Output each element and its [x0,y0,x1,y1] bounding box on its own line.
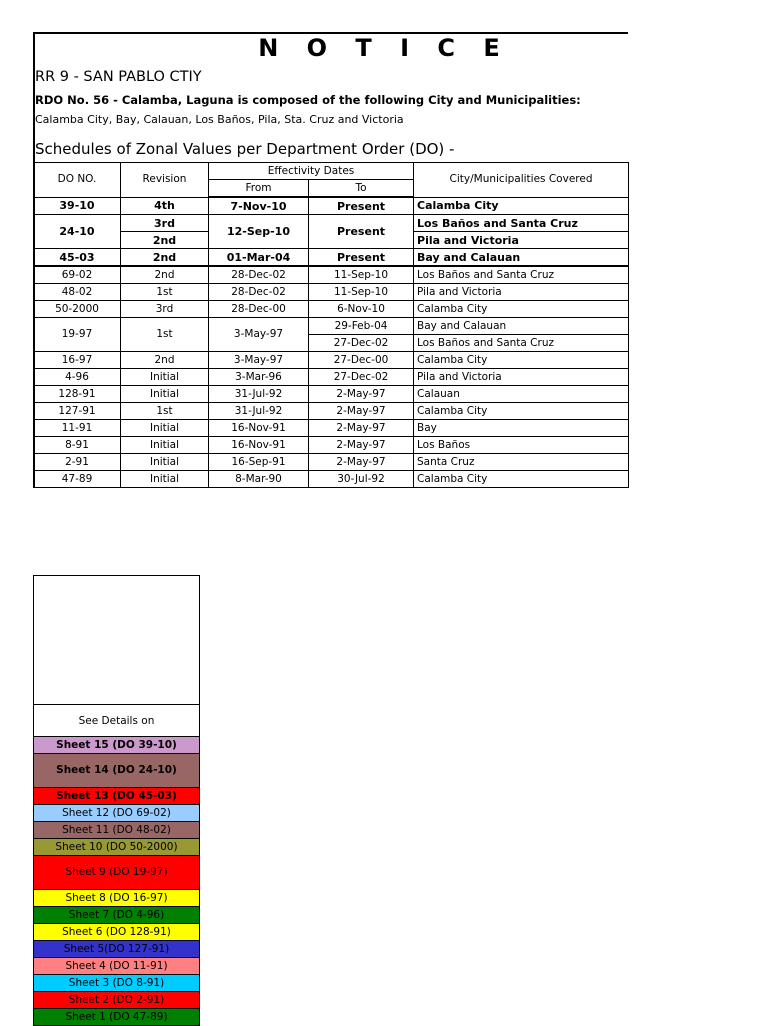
cell-do: 128-91 [34,386,121,403]
cell-city: Calamba City [414,403,629,420]
table-row [34,403,629,420]
cell-do: 39-10 [34,197,121,215]
schedule-heading: Schedules of Zonal Values per Department Order (DO) - [35,140,455,158]
cell-city: Los Baños and Santa Cruz [414,215,629,232]
cell-city: Bay and Calauan [414,318,629,335]
legend-blank-area [33,575,200,704]
cell-revision: 2nd [121,249,209,267]
cell-from: 28-Dec-02 [209,266,309,284]
cell-do: 127-91 [34,403,121,420]
sheet-link-9[interactable]: Sheet 9 (DO 19-97) [33,856,200,890]
cell-city: Calamba City [414,197,629,215]
cell-revision: Initial [121,420,209,437]
cell-do: 69-02 [34,266,121,284]
table-row [34,301,629,318]
cell-revision: 1st [121,318,209,352]
table-row [34,420,629,437]
sheet-link-8[interactable]: Sheet 8 (DO 16-97) [33,890,200,907]
table-row [34,352,629,369]
legend-items [33,737,200,1026]
cell-city: Pila and Victoria [414,232,629,249]
sheet-link-3[interactable]: Sheet 3 (DO 8-91) [33,975,200,992]
cell-revision: Initial [121,386,209,403]
cell-from: 28-Dec-00 [209,301,309,318]
cell-do: 11-91 [34,420,121,437]
cell-city: Santa Cruz [414,454,629,471]
cell-do: 45-03 [34,249,121,267]
cell-revision: Initial [121,437,209,454]
header-revision: Revision [121,163,209,198]
cities-list: Calamba City, Bay, Calauan, Los Baños, Pila, Sta. Cruz and Victoria [35,113,404,126]
cell-to: 29-Feb-04 [309,318,414,335]
sheet-link-13[interactable]: Sheet 13 (DO 45-03) [33,788,200,805]
cell-revision: 3rd [121,301,209,318]
cell-city: Calamba City [414,301,629,318]
cell-from: 3-May-97 [209,318,309,352]
cell-from: 16-Nov-91 [209,437,309,454]
cell-city: Los Baños and Santa Cruz [414,266,629,284]
sheet-link-7[interactable]: Sheet 7 (DO 4-96) [33,907,200,924]
cell-city: Bay and Calauan [414,249,629,267]
cell-revision: 3rd [121,215,209,232]
cell-city: Bay [414,420,629,437]
cell-from: 28-Dec-02 [209,284,309,301]
table-row [34,249,629,267]
cell-city: Pila and Victoria [414,369,629,386]
cell-from: 3-May-97 [209,352,309,369]
cell-do: 19-97 [34,318,121,352]
cell-revision: 4th [121,197,209,215]
cell-revision: 1st [121,403,209,420]
cell-to: 27-Dec-02 [309,369,414,386]
cell-to: Present [309,197,414,215]
notice-title: N O T I C E [258,34,510,62]
cell-from: 31-Jul-92 [209,386,309,403]
cell-revision: 1st [121,284,209,301]
cell-from: 12-Sep-10 [209,215,309,249]
cell-city: Los Baños [414,437,629,454]
cell-city: Calamba City [414,352,629,369]
cell-city: Los Baños and Santa Cruz [414,335,629,352]
cell-from: 01-Mar-04 [209,249,309,267]
region-label: RR 9 - SAN PABLO CTIY [35,69,202,85]
sheet-link-10[interactable]: Sheet 10 (DO 50-2000) [33,839,200,856]
cell-do: 2-91 [34,454,121,471]
cell-do: 4-96 [34,369,121,386]
cell-to: 11-Sep-10 [309,266,414,284]
rdo-label: RDO No. 56 - Calamba, Laguna is composed of the following City and Municipalities: [35,93,581,107]
sheet-legend [33,575,200,1026]
cell-revision: 2nd [121,352,209,369]
table-row [34,215,629,232]
table-row [34,437,629,454]
header-covered: City/Municipalities Covered [414,163,629,198]
cell-to: 27-Dec-02 [309,335,414,352]
cell-do: 8-91 [34,437,121,454]
table-row [34,369,629,386]
sheet-link-15[interactable]: Sheet 15 (DO 39-10) [33,737,200,754]
cell-to: 2-May-97 [309,403,414,420]
sheet-link-6[interactable]: Sheet 6 (DO 128-91) [33,924,200,941]
header-effectivity: Effectivity Dates [209,163,414,180]
cell-do: 47-89 [34,471,121,488]
cell-from: 8-Mar-90 [209,471,309,488]
cell-do: 24-10 [34,215,121,249]
cell-revision: 2nd [121,266,209,284]
cell-do: 48-02 [34,284,121,301]
header-to: To [309,180,414,198]
cell-to: 2-May-97 [309,454,414,471]
cell-to: Present [309,249,414,267]
cell-to: 2-May-97 [309,420,414,437]
table-row [34,454,629,471]
table-row [34,266,629,284]
cell-from: 7-Nov-10 [209,197,309,215]
sheet-link-11[interactable]: Sheet 11 (DO 48-02) [33,822,200,839]
header-from: From [209,180,309,198]
see-details-label: See Details on [33,704,200,737]
sheet-link-1[interactable]: Sheet 1 (DO 47-89) [33,1009,200,1026]
sheet-link-12[interactable]: Sheet 12 (DO 69-02) [33,805,200,822]
cell-do: 50-2000 [34,301,121,318]
zonal-values-table [33,162,629,488]
cell-to: 11-Sep-10 [309,284,414,301]
cell-to: 2-May-97 [309,386,414,403]
sheet-link-14[interactable]: Sheet 14 (DO 24-10) [33,754,200,788]
cell-from: 16-Nov-91 [209,420,309,437]
cell-revision: Initial [121,369,209,386]
cell-city: Calauan [414,386,629,403]
table-row [34,318,629,335]
cell-revision: Initial [121,471,209,488]
cell-do: 16-97 [34,352,121,369]
cell-to: 30-Jul-92 [309,471,414,488]
table-header-row [34,163,629,180]
table-row [34,471,629,488]
cell-to: 6-Nov-10 [309,301,414,318]
sheet-link-2[interactable]: Sheet 2 (DO 2-91) [33,992,200,1009]
cell-from: 16-Sep-91 [209,454,309,471]
sheet-link-5[interactable]: Sheet 5(DO 127-91) [33,941,200,958]
table-row [34,386,629,403]
cell-to: 2-May-97 [309,437,414,454]
cell-city: Calamba City [414,471,629,488]
header-do-no: DO NO. [34,163,121,198]
cell-revision: Initial [121,454,209,471]
cell-from: 31-Jul-92 [209,403,309,420]
table-row [34,284,629,301]
cell-to: Present [309,215,414,249]
sheet-link-4[interactable]: Sheet 4 (DO 11-91) [33,958,200,975]
cell-revision: 2nd [121,232,209,249]
table-row [34,197,629,215]
cell-city: Pila and Victoria [414,284,629,301]
cell-from: 3-Mar-96 [209,369,309,386]
cell-to: 27-Dec-00 [309,352,414,369]
